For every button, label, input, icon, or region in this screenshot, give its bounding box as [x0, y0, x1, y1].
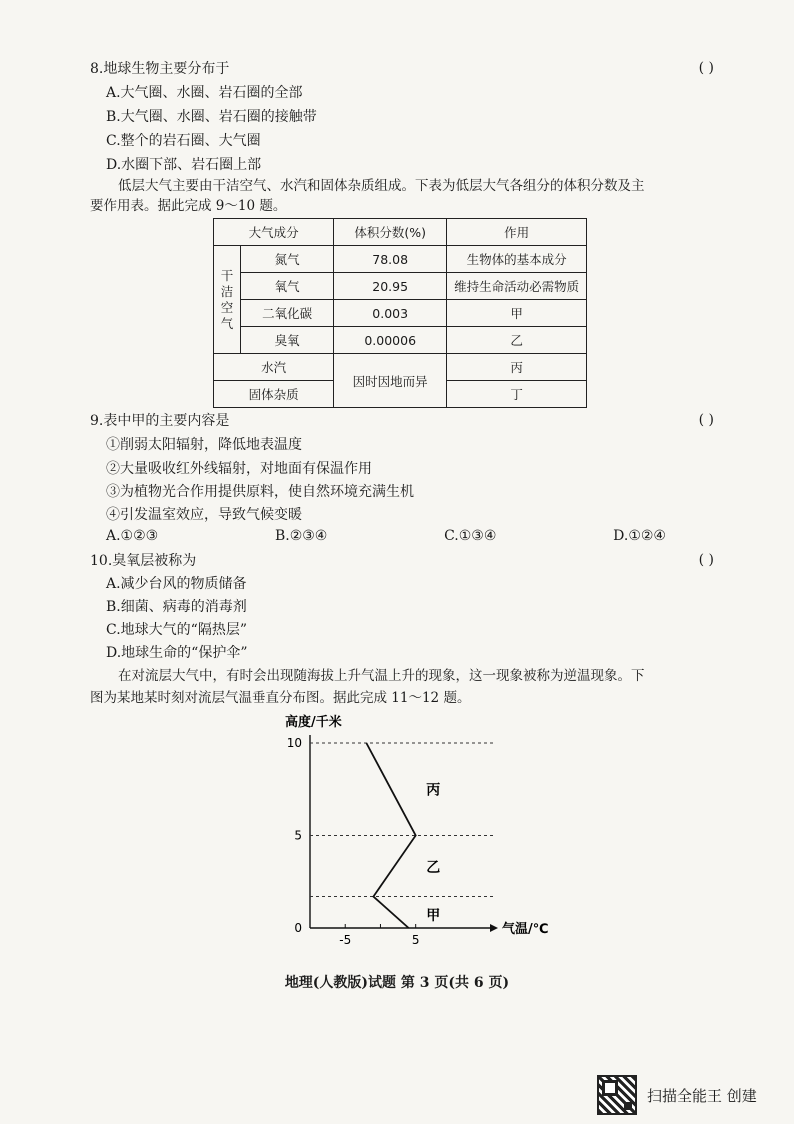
intro2-line1: 在对流层大气中，有时会出现随海拔上升气温上升的现象，这一现象被称为逆温现象。下: [118, 668, 645, 684]
q9-item-3: ③为植物光合作用提供原料，使自然环境充满生机: [106, 484, 414, 500]
merged-volume-cell: 因时因地而异: [334, 354, 447, 408]
table-row: [214, 246, 587, 273]
q8-option-a: A.大气圈、水圈、岩石圈的全部: [106, 85, 303, 101]
layer-label: 丙: [426, 782, 441, 799]
row-role: 甲: [447, 300, 587, 327]
q9-choice-d: D.①②④: [613, 528, 666, 544]
row-volume: 78.08: [334, 246, 447, 273]
table-header-row: [214, 219, 587, 246]
temperature-profile-chart: [270, 710, 549, 947]
q10-option-c: C.地球大气的“隔热层”: [106, 622, 247, 638]
header-role: 作用: [447, 219, 587, 246]
intro1-line2: 要作用表。据此完成 9～10 题。: [90, 198, 287, 214]
q9-stem: 9.表中甲的主要内容是: [90, 413, 230, 429]
row-role: 维持生命活动必需物质: [447, 273, 587, 300]
table-row: [214, 327, 587, 354]
x-axis-title: 气温/℃: [502, 922, 549, 937]
q9-item-2: ②大量吸收红外线辐射，对地面有保温作用: [106, 461, 372, 477]
scanner-label: 扫描全能王 创建: [647, 1086, 757, 1105]
atmosphere-table: [213, 218, 587, 408]
row-volume: 20.95: [334, 273, 447, 300]
row-name: 氮气: [241, 246, 334, 273]
q10-option-b: B.细菌、病毒的消毒剂: [106, 599, 247, 615]
y-tick-label: 10: [286, 736, 302, 750]
q9-choice-a: A.①②③: [106, 528, 159, 544]
header-volume: 体积分数(%): [334, 219, 447, 246]
q10-option-d: D.地球生命的“保护伞”: [106, 645, 248, 661]
q8-option-d: D.水圈下部、岩石圈上部: [106, 157, 262, 173]
row-role: 乙: [447, 327, 587, 354]
page-footer: 地理(人教版)试题 第 3 页(共 6 页): [284, 975, 510, 991]
q8-option-c: C.整个的岩石圈、大气圈: [106, 133, 261, 149]
row-name: 固体杂质: [214, 381, 334, 408]
row-role: 生物体的基本成分: [447, 246, 587, 273]
row-name: 氧气: [241, 273, 334, 300]
row-volume: 0.00006: [334, 327, 447, 354]
row-role: 丁: [447, 381, 587, 408]
q9-item-4: ④引发温室效应，导致气候变暖: [106, 507, 302, 523]
row-role: 丙: [447, 354, 587, 381]
y-tick-label: 5: [294, 828, 302, 843]
q10-stem: 10.臭氧层被称为: [90, 553, 197, 569]
row-volume: 0.003: [334, 300, 447, 327]
q8-option-b: B.大气圈、水圈、岩石圈的接触带: [106, 109, 317, 125]
y-tick-label: 0: [294, 921, 302, 935]
y-axis-title: 高度/千米: [285, 715, 342, 730]
q10-answer-paren: ( ): [698, 552, 714, 568]
q9-choices: [106, 528, 666, 544]
q8-stem: 8.地球生物主要分布于: [90, 61, 230, 77]
x-tick-label: -5: [339, 933, 352, 947]
intro1-line1: 低层大气主要由干洁空气、水汽和固体杂质组成。下表为低层大气各组分的体积分数及主: [118, 178, 645, 194]
q10-option-a: A.减少台风的物质储备: [106, 576, 247, 592]
header-component: 大气成分: [214, 219, 334, 246]
layer-label: 乙: [426, 859, 441, 876]
q9-item-1: ①削弱太阳辐射，降低地表温度: [106, 437, 302, 453]
x-tick-label: 5: [411, 933, 420, 947]
intro2-line2: 图为某地某时刻对流层气温垂直分布图。据此完成 11～12 题。: [90, 690, 471, 706]
table-row: [214, 273, 587, 300]
layer-label: 甲: [426, 908, 441, 925]
row-name: 二氧化碳: [241, 300, 334, 327]
dry-air-group-label: 干 洁 空 气: [214, 246, 241, 354]
q9-choice-b: B.②③④: [274, 528, 328, 544]
scanner-watermark: [597, 1075, 757, 1115]
table-row: [214, 354, 587, 381]
row-name: 臭氧: [241, 327, 334, 354]
x-axis-arrow: [490, 924, 498, 932]
row-name: 水汽: [214, 354, 334, 381]
qr-code-icon: [597, 1075, 637, 1115]
q9-answer-paren: ( ): [698, 412, 714, 428]
q9-choice-c: C.①③④: [444, 528, 497, 544]
table-row: [214, 300, 587, 327]
q8-answer-paren: ( ): [698, 60, 714, 76]
